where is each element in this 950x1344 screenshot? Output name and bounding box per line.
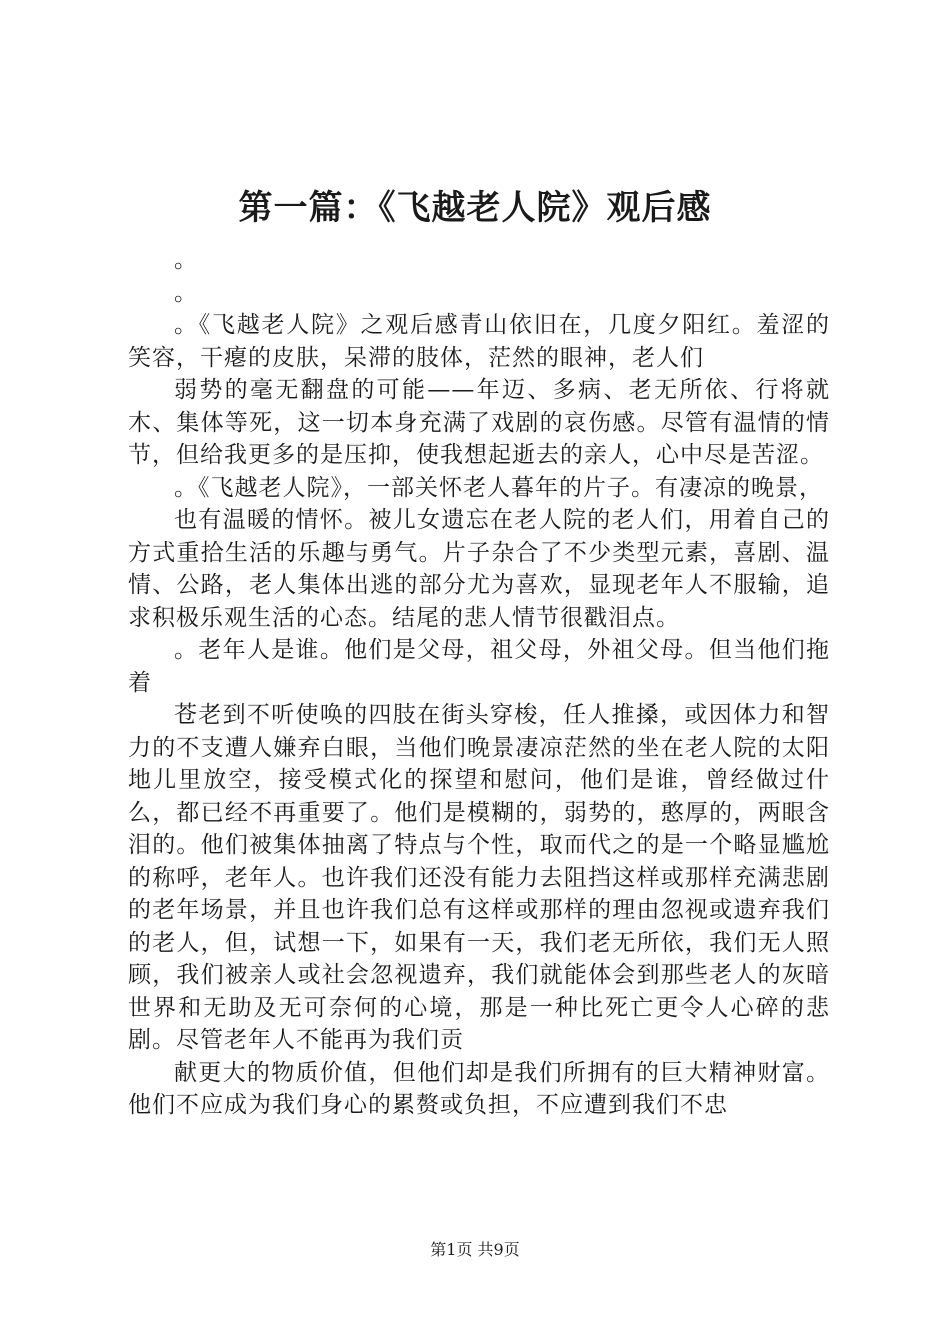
paragraph: 。 [174,279,198,306]
paragraph: 。老年人是谁。他们是父母，祖父母，外祖父母。但当他们拖着 [128,637,830,696]
paragraph: 献更大的物质价值，但他们却是我们所拥有的巨大精神财富。他们不应成为我们身心的累赘或负担，不应遭到我们不忠 [128,1059,830,1118]
paragraph: 。《飞越老人院》之观后感青山依旧在，几度夕阳红。羞涩的笑容，干瘪的皮肤，呆滞的肢体，茫然的眼神，老人们 [128,312,830,371]
paragraph: 苍老到不听使唤的四肢在街头穿梭，任人推搡，或因体力和智力的不支遭人嫌弃白眼，当他们晚景凄凉茫然的坐在老人院的太阳地儿里放空，接受模式化的探望和慰问，他们是谁，曾经做过什么，都已经不再重要了。他们是模糊的，弱势的，憨厚的，两眼含泪的。他们被集体抽离了特点与个性，取而代之的是一个略显尴尬的称呼，老年人。也许我们还没有能力去阻挡这样或那样充满悲剧的老年场景，并且也许我们总有这样或那样的理由忽视或遗弃我们的老人，但，试想一下，如果有一天，我们老无所依，我们无人照顾，我们被亲人或社会忽视遗弃，我们就能体会到那些老人的灰暗世界和无助及无可奈何的心境，那是一种比死亡更令人心碎的悲剧。尽管老年人不能再为我们贡 [128,702,830,1053]
paragraph: 弱势的毫无翻盘的可能——年迈、多病、老无所依、行将就木、集体等死，这一切本身充满了戏剧的哀伤感。尽管有温情的情节，但给我更多的是压抑，使我想起逝去的亲人，心中尽是苦涩。 [128,377,830,468]
paragraph: 也有温暖的情怀。被儿女遗忘在老人院的老人们，用着自己的方式重拾生活的乐趣与勇气。片子杂合了不少类型元素，喜剧、温情、公路，老人集体出逃的部分尤为喜欢，显现老年人不服输，追求积极乐观生活的心态。结尾的悲人情节很戳泪点。 [128,507,830,631]
page-footer: 第1页 共9页 [430,1240,520,1259]
document-title: 第一篇：《飞越老人院》观后感 [238,188,712,228]
paragraph: 。 [174,247,198,273]
paragraph: 。《飞越老人院》，一部关怀老人暮年的片子。有凄凉的晚景， [174,474,823,501]
document-body [128,244,830,1122]
